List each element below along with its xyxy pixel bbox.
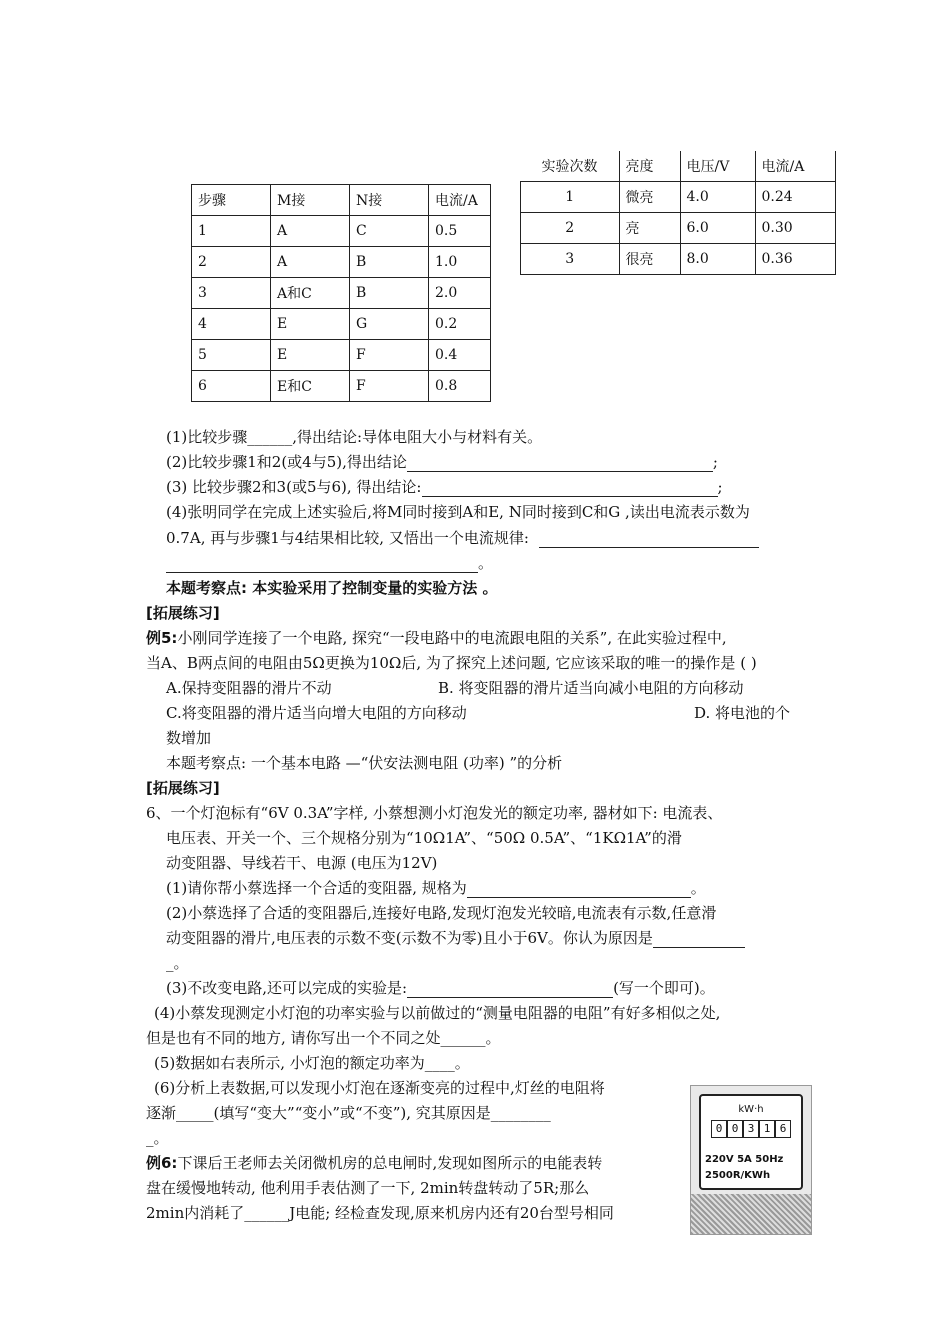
table-header-cell: 步骤 [192,185,271,216]
q6-sub-6c: _。 [146,1129,169,1147]
answer-blank[interactable] [467,883,691,898]
table-header-cell: 电流/A [429,185,491,216]
table-cell: 2 [521,213,620,244]
table-cell: 6.0 [680,213,755,244]
answer-blank[interactable] [407,983,613,998]
meter-digit: 0 [727,1120,743,1138]
table-row [521,244,836,275]
meter-digit: 6 [775,1120,791,1138]
answer-blank[interactable] [422,482,718,497]
ex5-option-d: D. 将电池的个 [694,704,791,722]
table-cell: A [271,247,350,278]
q6-sub-6a: (6)分析上表数据,可以发现小灯泡在逐渐变亮的过程中,灯丝的电阻将 [154,1079,605,1097]
table-cell: 0.36 [755,244,836,275]
q6-sub-1 [166,877,706,898]
q6-sub-1-end: 。 [690,879,706,897]
meter-digit: 0 [711,1120,727,1138]
ex5-text-1: 小刚同学连接了一个电路, 探究“一段电路中的电流跟电阻的关系”, 在此实验过程中, [177,629,727,647]
table-cell: A [271,216,350,247]
table-cell: 6 [192,371,271,402]
meter-spec-revs: 2500R/KWh [705,1170,771,1181]
ex6-label: 例6: [146,1154,178,1172]
table-cell: F [350,340,429,371]
table-row [521,213,836,244]
table-cell: 3 [192,278,271,309]
electricity-meter-image [690,1085,812,1235]
ex6-text-1: 下课后王老师去关闭微机房的总电闸时,发现如图所示的电能表转 [177,1154,603,1172]
ex6-line-2: 盘在缓慢地转动, 他利用手表估测了一下, 2min转盘转动了5R;那么 [146,1179,590,1197]
table-header-cell: N接 [350,185,429,216]
answer-blank[interactable] [407,457,713,472]
table-cell: 4.0 [680,182,755,213]
q6-sub-5: (5)数据如右表所示, 小灯泡的额定功率为____。 [154,1054,470,1072]
extension-heading-2: [拓展练习] [146,779,220,797]
q6-sub-4a: (4)小蔡发现测定小灯泡的功率实验与以前做过的“测量电阻器的电阻”有好多相似之处, [154,1004,721,1022]
table-cell: 3 [521,244,620,275]
extension-heading-1: [拓展练习] [146,604,220,622]
table-row [192,247,491,278]
q4-line-2-text: (2)比较步骤1和2(或4与5),得出结论 [166,453,407,471]
table-header-cell: 电压/V [680,151,755,182]
exam-point-2: 本题考察点: 一个基本电路 —“伏安法测电阻 (功率) ”的分析 [166,754,563,772]
q6-line-1: 6、一个灯泡标有“6V 0.3A”字样, 小蔡想测小灯泡发光的额定功率, 器材如下: 电流表、 [146,804,723,822]
q6-sub-3 [166,977,715,998]
ex5-option-b: B. 将变阻器的滑片适当向减小电阻的方向移动 [438,679,744,697]
exam-point-1: 本题考察点: 本实验采用了控制变量的实验方法 。 [166,579,498,597]
q4-line-2-end: ; [712,453,718,471]
q6-sub-6b: 逐渐_____(填写“变大”“变小”或“不变”), 究其原因是________ [146,1104,551,1122]
table-cell: B [350,247,429,278]
ex5-label: 例5: [146,629,178,647]
ex6-line-1 [146,1152,602,1173]
ex5-line-2: 当A、B两点间的电阻由5Ω更换为10Ω后, 为了探究上述问题, 它应该采取的唯一的操作是 ( ) [146,654,757,672]
table-cell: 0.8 [429,371,491,402]
q6-sub-3-end: (写一个即可)。 [613,979,715,997]
table-row [192,278,491,309]
table-header-row [521,151,836,182]
table-cell: A和C [271,278,350,309]
ex5-option-c: C.将变阻器的滑片适当向增大电阻的方向移动 [166,704,467,722]
table-cell: 5 [192,340,271,371]
table-cell: B [350,278,429,309]
table-header-cell: M接 [271,185,350,216]
table-cell: F [350,371,429,402]
table-header-cell: 电流/A [755,151,836,182]
q4-line-2 [166,451,718,472]
table-cell: 2.0 [429,278,491,309]
q4-line-3-end: ; [717,478,723,496]
table-header-cell: 亮度 [619,151,680,182]
meter-digit: 1 [759,1120,775,1138]
answer-blank[interactable] [653,933,745,948]
table-cell: 0.30 [755,213,836,244]
q6-line-2: 电压表、开关一个、三个规格分别为“10Ω1A”、“50Ω 0.5A”、“1KΩ1A”的滑 [166,829,682,847]
q4-line-5 [166,527,759,548]
table-cell: C [350,216,429,247]
q6-line-3: 动变阻器、导线若干、电源 (电压为12V) [166,854,438,872]
q6-sub-2a: (2)小蔡选择了合适的变阻器后,连接好电路,发现灯泡发光较暗,电流表有示数,任意滑 [166,904,717,922]
table-cell: 1 [521,182,620,213]
table-cell: 1.0 [429,247,491,278]
meter-digits [711,1120,791,1138]
q6-sub-2b-text: 动变阻器的滑片,电压表的示数不变(示数不为零)且小于6V。你认为原因是 [166,929,653,947]
meter-unit: kW·h [738,1104,764,1115]
q6-sub-2b [166,927,745,948]
q6-sub-1-text: (1)请你帮小蔡选择一个合适的变阻器, 规格为 [166,879,467,897]
q4-line-5-text: 0.7A, 再与步骤1与4结果相比较, 又悟出一个电流规律: [166,529,529,547]
ex5-option-d-cont: 数增加 [166,729,212,747]
q4-line-4: (4)张明同学在完成上述实验后,将M同时接到A和E, N同时接到C和G ,读出电流表示数为 [166,503,750,521]
table-cell: E和C [271,371,350,402]
q4-line-6-end: 。 [478,554,494,572]
q6-sub-3-text: (3)不改变电路,还可以完成的实验是: [166,979,408,997]
meter-base [691,1194,811,1234]
q6-sub-2c: _。 [166,954,189,972]
table-cell: 亮 [619,213,680,244]
table-row [521,182,836,213]
meter-digit: 3 [743,1120,759,1138]
table-header-cell: 实验次数 [521,151,620,182]
table-cell: 0.2 [429,309,491,340]
meter-face [699,1094,803,1190]
ex5-option-a: A.保持变阻器的滑片不动 [166,679,332,697]
table-cell: G [350,309,429,340]
table-cell: 0.5 [429,216,491,247]
q4-line-3 [166,476,723,497]
experiment-steps-table [191,184,491,402]
table-row [192,371,491,402]
table-cell: E [271,309,350,340]
table-cell: E [271,340,350,371]
q6-sub-4b: 但是也有不同的地方, 请你写出一个不同之处______。 [146,1029,501,1047]
table-row [192,216,491,247]
ex6-line-3: 2min内消耗了______J电能; 经检查发现,原来机房内还有20台型号相同 [146,1204,614,1222]
table-row [192,340,491,371]
table-cell: 很亮 [619,244,680,275]
answer-blank[interactable] [539,533,759,548]
q4-line-1: (1)比较步骤______,得出结论:导体电阻大小与材料有关。 [166,428,543,446]
q4-line-3-text: (3) 比较步骤2和3(或5与6), 得出结论: [166,478,422,496]
table-cell: 0.4 [429,340,491,371]
table-cell: 2 [192,247,271,278]
table-cell: 8.0 [680,244,755,275]
table-row [192,309,491,340]
table-header-row [192,185,491,216]
lamp-data-table [520,151,836,275]
table-cell: 1 [192,216,271,247]
table-cell: 微亮 [619,182,680,213]
ex5-line-1 [146,627,727,648]
meter-spec-rating: 220V 5A 50Hz [705,1154,784,1165]
answer-blank[interactable] [166,558,478,573]
table-cell: 0.24 [755,182,836,213]
q4-line-6 [166,552,493,573]
table-cell: 4 [192,309,271,340]
